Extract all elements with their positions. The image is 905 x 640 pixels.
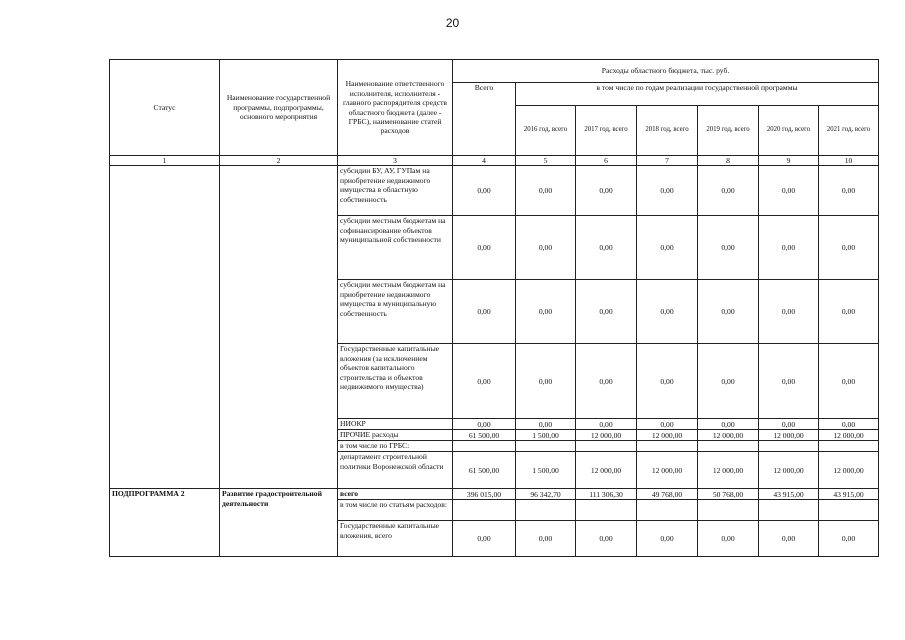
subprogram-status: ПОДПРОГРАММА 2 <box>110 489 220 557</box>
value-cell: 0,00 <box>453 344 516 419</box>
header-year-2017: 2017 год, всего <box>576 106 637 156</box>
subprogram-name: Развитие градостроительной деятельности <box>220 489 338 557</box>
value-cell: 0,00 <box>576 280 637 344</box>
header-executor: Наименование ответственного исполнителя, исполнителя - главного распорядителя средств областного бюджета (далее - ГРБС), наименование статей расходов <box>338 60 453 156</box>
budget-table <box>109 59 879 557</box>
value-cell: 43 915,00 <box>759 489 819 500</box>
value-cell: 12 000,00 <box>637 452 698 489</box>
col-number: 1 <box>110 156 220 166</box>
value-cell: 12 000,00 <box>576 452 637 489</box>
value-cell: 0,00 <box>453 521 516 557</box>
value-cell <box>516 441 576 452</box>
col-number: 8 <box>698 156 759 166</box>
header-total: Всего <box>453 83 516 156</box>
value-cell: 0,00 <box>759 280 819 344</box>
table-row <box>110 166 879 216</box>
value-cell: 61 500,00 <box>453 430 516 441</box>
value-cell: 12 000,00 <box>759 452 819 489</box>
value-cell: 0,00 <box>637 344 698 419</box>
value-cell: 0,00 <box>698 344 759 419</box>
value-cell: 0,00 <box>819 521 879 557</box>
value-cell: 0,00 <box>819 280 879 344</box>
value-cell: 0,00 <box>819 344 879 419</box>
value-cell <box>453 441 516 452</box>
col-number: 6 <box>576 156 637 166</box>
value-cell: 49 768,00 <box>637 489 698 500</box>
header-expenses: Расходы областного бюджета, тыс. руб. <box>453 60 879 83</box>
value-cell: 0,00 <box>516 166 576 216</box>
status-cell-empty <box>110 166 220 489</box>
header-year-2020: 2020 год, всего <box>759 106 819 156</box>
header-program-name: Наименование государственной программы, подпрограммы, основного мероприятия <box>220 60 338 156</box>
col-number: 7 <box>637 156 698 166</box>
value-cell: 0,00 <box>819 419 879 430</box>
row-name: субсидии местным бюджетам на приобретение недвижимого имущества в муниципальную собственность <box>338 280 453 344</box>
value-cell <box>819 500 879 521</box>
value-cell: 0,00 <box>516 216 576 280</box>
value-cell: 12 000,00 <box>759 430 819 441</box>
value-cell: 0,00 <box>576 216 637 280</box>
value-cell: 0,00 <box>516 521 576 557</box>
value-cell <box>576 441 637 452</box>
header-year-2021: 2021 год, всего <box>819 106 879 156</box>
value-cell: 12 000,00 <box>637 430 698 441</box>
page-number: 20 <box>445 16 460 30</box>
value-cell: 0,00 <box>698 166 759 216</box>
value-cell: 0,00 <box>759 521 819 557</box>
value-cell: 396 015,00 <box>453 489 516 500</box>
value-cell: 0,00 <box>576 419 637 430</box>
value-cell <box>819 441 879 452</box>
value-cell <box>759 441 819 452</box>
value-cell: 12 000,00 <box>698 452 759 489</box>
table-row <box>110 489 879 500</box>
value-cell: 0,00 <box>759 166 819 216</box>
value-cell <box>453 500 516 521</box>
value-cell: 12 000,00 <box>576 430 637 441</box>
row-name: в том числе по статьям расходов: <box>338 500 453 521</box>
row-name: ПРОЧИЕ расходы <box>338 430 453 441</box>
row-name: субсидии местным бюджетам на софинансирование объектов муниципальной собственности <box>338 216 453 280</box>
header-year-2019: 2019 год, всего <box>698 106 759 156</box>
col-number: 3 <box>338 156 453 166</box>
value-cell: 61 500,00 <box>453 452 516 489</box>
value-cell: 0,00 <box>698 216 759 280</box>
header-by-years: в том числе по годам реализации государственной программы <box>516 83 879 106</box>
value-cell: 1 500,00 <box>516 430 576 441</box>
value-cell: 1 500,00 <box>516 452 576 489</box>
row-name: в том числе по ГРБС: <box>338 441 453 452</box>
value-cell: 0,00 <box>453 216 516 280</box>
value-cell <box>698 500 759 521</box>
value-cell: 0,00 <box>453 419 516 430</box>
value-cell <box>637 500 698 521</box>
col-number: 4 <box>453 156 516 166</box>
col-number: 5 <box>516 156 576 166</box>
value-cell <box>698 441 759 452</box>
value-cell: 0,00 <box>819 166 879 216</box>
value-cell: 0,00 <box>453 280 516 344</box>
value-cell: 0,00 <box>516 344 576 419</box>
header-status: Статус <box>110 60 220 156</box>
value-cell: 0,00 <box>637 419 698 430</box>
value-cell: 12 000,00 <box>819 430 879 441</box>
value-cell: 50 768,00 <box>698 489 759 500</box>
col-number: 2 <box>220 156 338 166</box>
program-cell-empty <box>220 166 338 489</box>
value-cell: 0,00 <box>516 280 576 344</box>
row-name: субсидии БУ, АУ, ГУПам на приобретение недвижимого имущества в областную собственность <box>338 166 453 216</box>
col-number: 9 <box>759 156 819 166</box>
header-year-2016: 2016 год, всего <box>516 106 576 156</box>
value-cell: 96 342,70 <box>516 489 576 500</box>
value-cell <box>759 500 819 521</box>
value-cell: 0,00 <box>637 166 698 216</box>
row-name: Государственные капитальные вложения, всего <box>338 521 453 557</box>
value-cell: 0,00 <box>637 521 698 557</box>
value-cell: 0,00 <box>576 521 637 557</box>
value-cell: 0,00 <box>637 280 698 344</box>
col-number: 10 <box>819 156 879 166</box>
value-cell: 0,00 <box>698 419 759 430</box>
value-cell: 0,00 <box>516 419 576 430</box>
value-cell: 0,00 <box>698 521 759 557</box>
header-year-2018: 2018 год, всего <box>637 106 698 156</box>
value-cell: 0,00 <box>759 419 819 430</box>
value-cell: 111 306,30 <box>576 489 637 500</box>
value-cell: 12 000,00 <box>819 452 879 489</box>
value-cell: 0,00 <box>819 216 879 280</box>
value-cell: 0,00 <box>698 280 759 344</box>
value-cell: 0,00 <box>453 166 516 216</box>
value-cell: 0,00 <box>637 216 698 280</box>
value-cell: 12 000,00 <box>698 430 759 441</box>
value-cell: 0,00 <box>576 344 637 419</box>
value-cell <box>516 500 576 521</box>
row-name: всего <box>338 489 453 500</box>
value-cell: 0,00 <box>759 344 819 419</box>
row-name: Государственные капитальные вложения (за исключением объектов капитального строительства и объектов недвижимого имущества) <box>338 344 453 419</box>
value-cell <box>576 500 637 521</box>
row-name: НИОКР <box>338 419 453 430</box>
value-cell: 0,00 <box>576 166 637 216</box>
value-cell: 43 915,00 <box>819 489 879 500</box>
value-cell <box>637 441 698 452</box>
row-name: департамент строительной политики Воронежской области <box>338 452 453 489</box>
value-cell: 0,00 <box>759 216 819 280</box>
